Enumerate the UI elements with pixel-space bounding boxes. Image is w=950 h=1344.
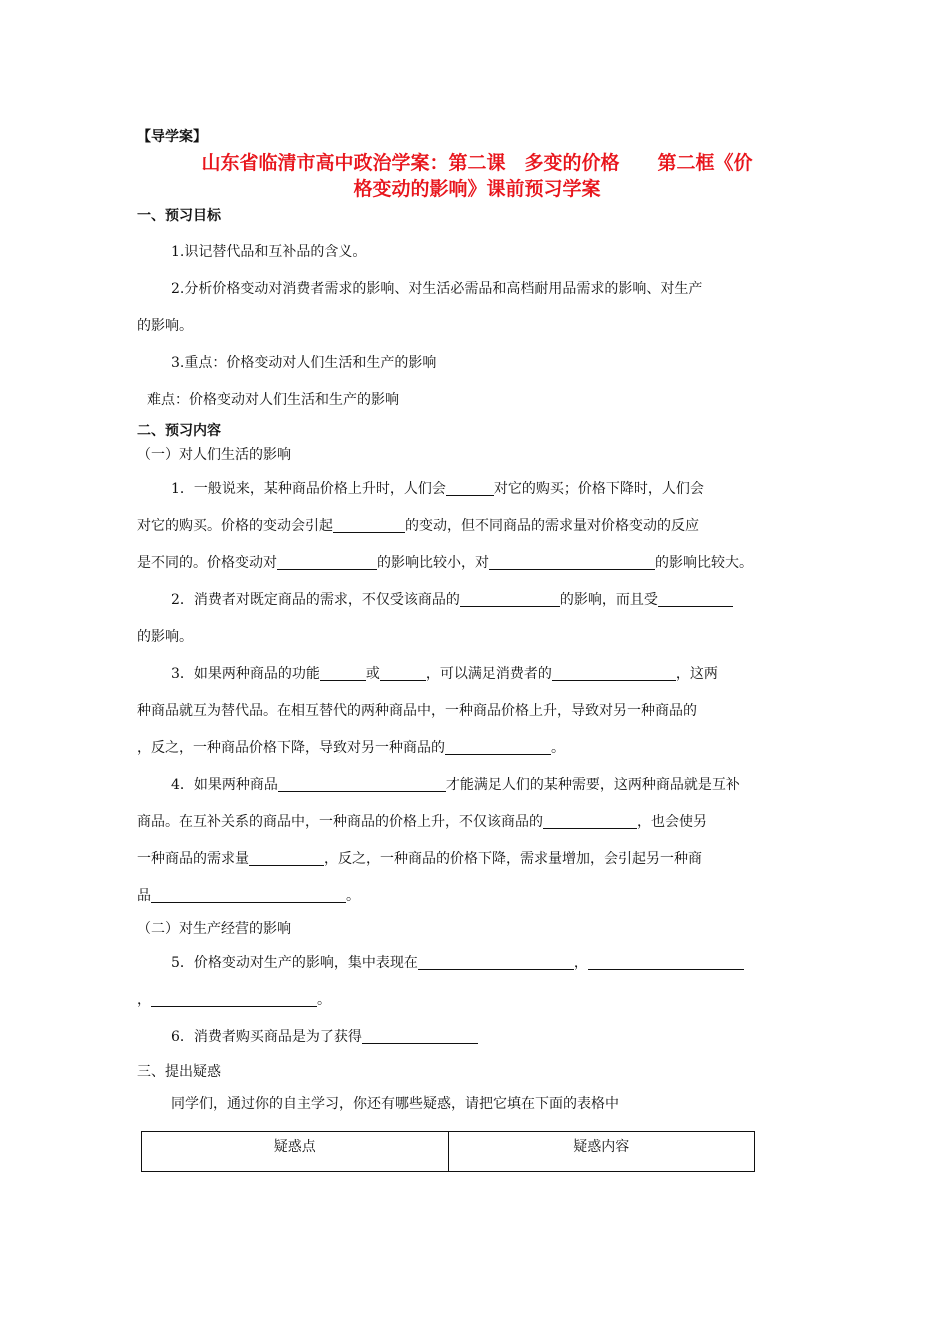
section-heading-questions: 三、提出疑惑 [137, 1064, 221, 1080]
q4-line-1 [137, 767, 817, 804]
blank-field[interactable] [362, 1027, 478, 1044]
q3-text: ，这两 [675, 666, 718, 682]
blank-field[interactable] [446, 479, 494, 496]
q1-line-1 [137, 471, 817, 508]
document-title [137, 150, 817, 202]
goal-item-1: 1.识记替代品和互补品的含义。 [171, 244, 367, 260]
blank-field[interactable] [151, 886, 346, 903]
blank-field[interactable] [552, 664, 676, 681]
q5-text: ， [137, 992, 151, 1008]
q4-text: 商品。在互补关系的商品中，一种商品的价格上升，不仅该商品的 [137, 814, 543, 830]
q1-text: 对它的购买；价格下降时，人们会 [493, 481, 704, 497]
blank-field[interactable] [460, 590, 560, 607]
q5-line-1 [137, 945, 817, 982]
blank-field[interactable] [588, 953, 744, 970]
blank-field[interactable] [151, 990, 317, 1007]
q1-text: 1．一般说来，某种商品价格上升时，人们会 [171, 481, 446, 497]
questions-table [141, 1131, 755, 1172]
q3-text: ，可以满足消费者的 [425, 666, 552, 682]
q5-text: 5．价格变动对生产的影响，集中表现在 [171, 955, 418, 971]
table-header-point: 疑惑点 [142, 1132, 449, 1172]
blank-field[interactable] [320, 664, 366, 681]
q1-line-3 [137, 545, 817, 582]
q5-line-2 [137, 982, 817, 1019]
q3-line-1 [137, 656, 817, 693]
goal-item-2: 2.分析价格变动对消费者需求的影响、对生活必需品和高档耐用品需求的影响、对生产 [171, 281, 703, 297]
q5-text: 。 [317, 992, 331, 1008]
blank-field[interactable] [249, 849, 324, 866]
subsection-life: （一）对人们生活的影响 [137, 447, 291, 463]
q2-text: 的影响，而且受 [559, 592, 658, 608]
table-row [142, 1132, 755, 1172]
q4-text: 一种商品的需求量 [137, 851, 249, 867]
title-line-1: 山东省临清市高中政治学案：第二课 多变的价格 第二框《价 [201, 152, 753, 174]
blank-field[interactable] [277, 553, 377, 570]
goal-item-3: 3.重点：价格变动对人们生活和生产的影响 [171, 355, 437, 371]
q1-text: 对它的购买。价格的变动会引起 [137, 518, 333, 534]
subsection-production: （二）对生产经营的影响 [137, 921, 291, 937]
goal-item-2-cont: 的影响。 [137, 318, 193, 334]
q6-text: 6．消费者购买商品是为了获得 [171, 1029, 362, 1045]
q1-text: 的影响比较大。 [655, 555, 753, 571]
q3-text: 。 [551, 740, 565, 756]
q4-text: ，反之，一种商品的价格下降，需求量增加，会引起另一种商 [324, 851, 702, 867]
q1-text: 的变动，但不同商品的需求量对价格变动的反应 [405, 518, 699, 534]
table-header-content: 疑惑内容 [448, 1132, 755, 1172]
q3-line-3 [137, 730, 817, 767]
q4-text: 才能满足人们的某种需要，这两种商品就是互补 [445, 777, 740, 793]
questions-intro: 同学们，通过你的自主学习，你还有哪些疑惑，请把它填在下面的表格中 [171, 1096, 619, 1112]
q3-text: ，反之，一种商品价格下降，导致对另一种商品的 [137, 740, 445, 756]
q3-line-2: 种商品就互为替代品。在相互替代的两种商品中，一种商品价格上升，导致对另一种商品的 [137, 703, 697, 719]
q4-text: 品 [137, 888, 151, 904]
q3-text: 或 [365, 666, 380, 682]
title-line-2: 格变动的影响》课前预习学案 [353, 178, 601, 200]
q4-line-2 [137, 804, 817, 841]
blank-field[interactable] [489, 553, 655, 570]
blank-field[interactable] [658, 590, 733, 607]
blank-field[interactable] [418, 953, 574, 970]
goal-difficulty: 难点：价格变动对人们生活和生产的影响 [147, 392, 399, 408]
document-tag: 【导学案】 [137, 129, 207, 145]
q4-text: 4．如果两种商品 [171, 777, 278, 793]
document-page [137, 128, 817, 1172]
q3-text: 3．如果两种商品的功能 [171, 666, 320, 682]
q2-line-1 [137, 582, 817, 619]
q1-text: 的影响比较小，对 [377, 555, 489, 571]
q2-text: 2．消费者对既定商品的需求，不仅受该商品的 [171, 592, 460, 608]
q1-text: 是不同的。价格变动对 [137, 555, 277, 571]
blank-field[interactable] [380, 664, 426, 681]
blank-field[interactable] [543, 812, 637, 829]
section-heading-goals: 一、预习目标 [137, 208, 221, 224]
q1-line-2 [137, 508, 817, 545]
section-heading-content: 二、预习内容 [137, 423, 221, 439]
q6-line [137, 1019, 817, 1056]
blank-field[interactable] [445, 738, 551, 755]
q4-text: 。 [346, 888, 360, 904]
blank-field[interactable] [278, 775, 446, 792]
q4-text: ，也会使另 [637, 814, 707, 830]
q5-text: ， [573, 955, 588, 971]
q4-line-4 [137, 878, 817, 915]
q4-line-3 [137, 841, 817, 878]
blank-field[interactable] [333, 516, 405, 533]
q2-line-2: 的影响。 [137, 629, 193, 645]
